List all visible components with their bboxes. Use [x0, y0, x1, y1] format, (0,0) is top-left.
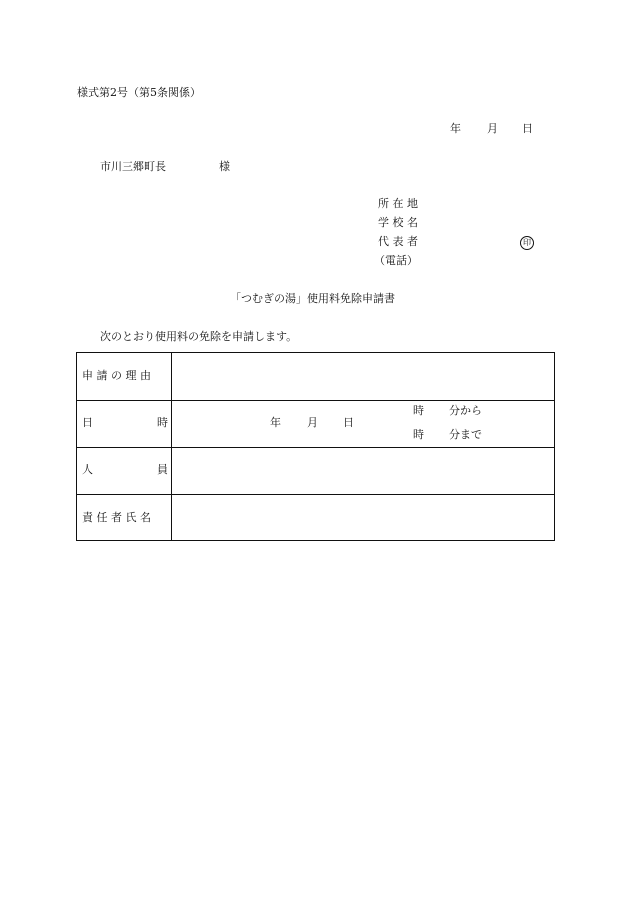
date-year: 年 — [450, 122, 461, 135]
usage-date-year: 年 — [270, 416, 281, 429]
addressee-name: 市川三郷町長 — [100, 160, 166, 173]
start-hour-label: 時 — [413, 404, 424, 417]
datetime-label-left: 日 — [82, 416, 93, 429]
date-month: 月 — [487, 122, 498, 135]
reason-label: 申 請 の 理 由 — [82, 369, 151, 382]
people-label-right: 員 — [157, 463, 168, 476]
document-title: 「つむぎの湯」使用料免除申請書 — [230, 292, 395, 305]
end-hour-label: 時 — [413, 428, 424, 441]
intro-text: 次のとおり使用料の免除を申請します。 — [100, 330, 298, 343]
usage-date-month: 月 — [307, 416, 318, 429]
form-number: 様式第2号（第5条関係） — [77, 86, 201, 99]
date-day: 日 — [522, 122, 533, 135]
table-row-divider — [77, 400, 554, 401]
representative-label: 代 表 者 — [378, 235, 418, 248]
usage-date-day: 日 — [343, 416, 354, 429]
people-label-left: 人 — [82, 463, 93, 476]
datetime-label-right: 時 — [157, 416, 168, 429]
application-table — [76, 352, 555, 541]
start-minute-label: 分から — [449, 404, 482, 417]
seal-icon: 印 — [520, 236, 534, 250]
end-minute-label: 分まで — [449, 428, 482, 441]
datetime-label — [82, 416, 168, 430]
table-row-divider — [77, 447, 554, 448]
people-label — [82, 463, 168, 477]
responsible-person-label: 責 任 者 氏 名 — [82, 511, 151, 524]
address-label: 所 在 地 — [378, 197, 418, 210]
school-name-label: 学 校 名 — [378, 216, 418, 229]
addressee-honorific: 様 — [219, 160, 230, 173]
table-row-divider — [77, 494, 554, 495]
phone-label: （電話） — [374, 254, 418, 267]
